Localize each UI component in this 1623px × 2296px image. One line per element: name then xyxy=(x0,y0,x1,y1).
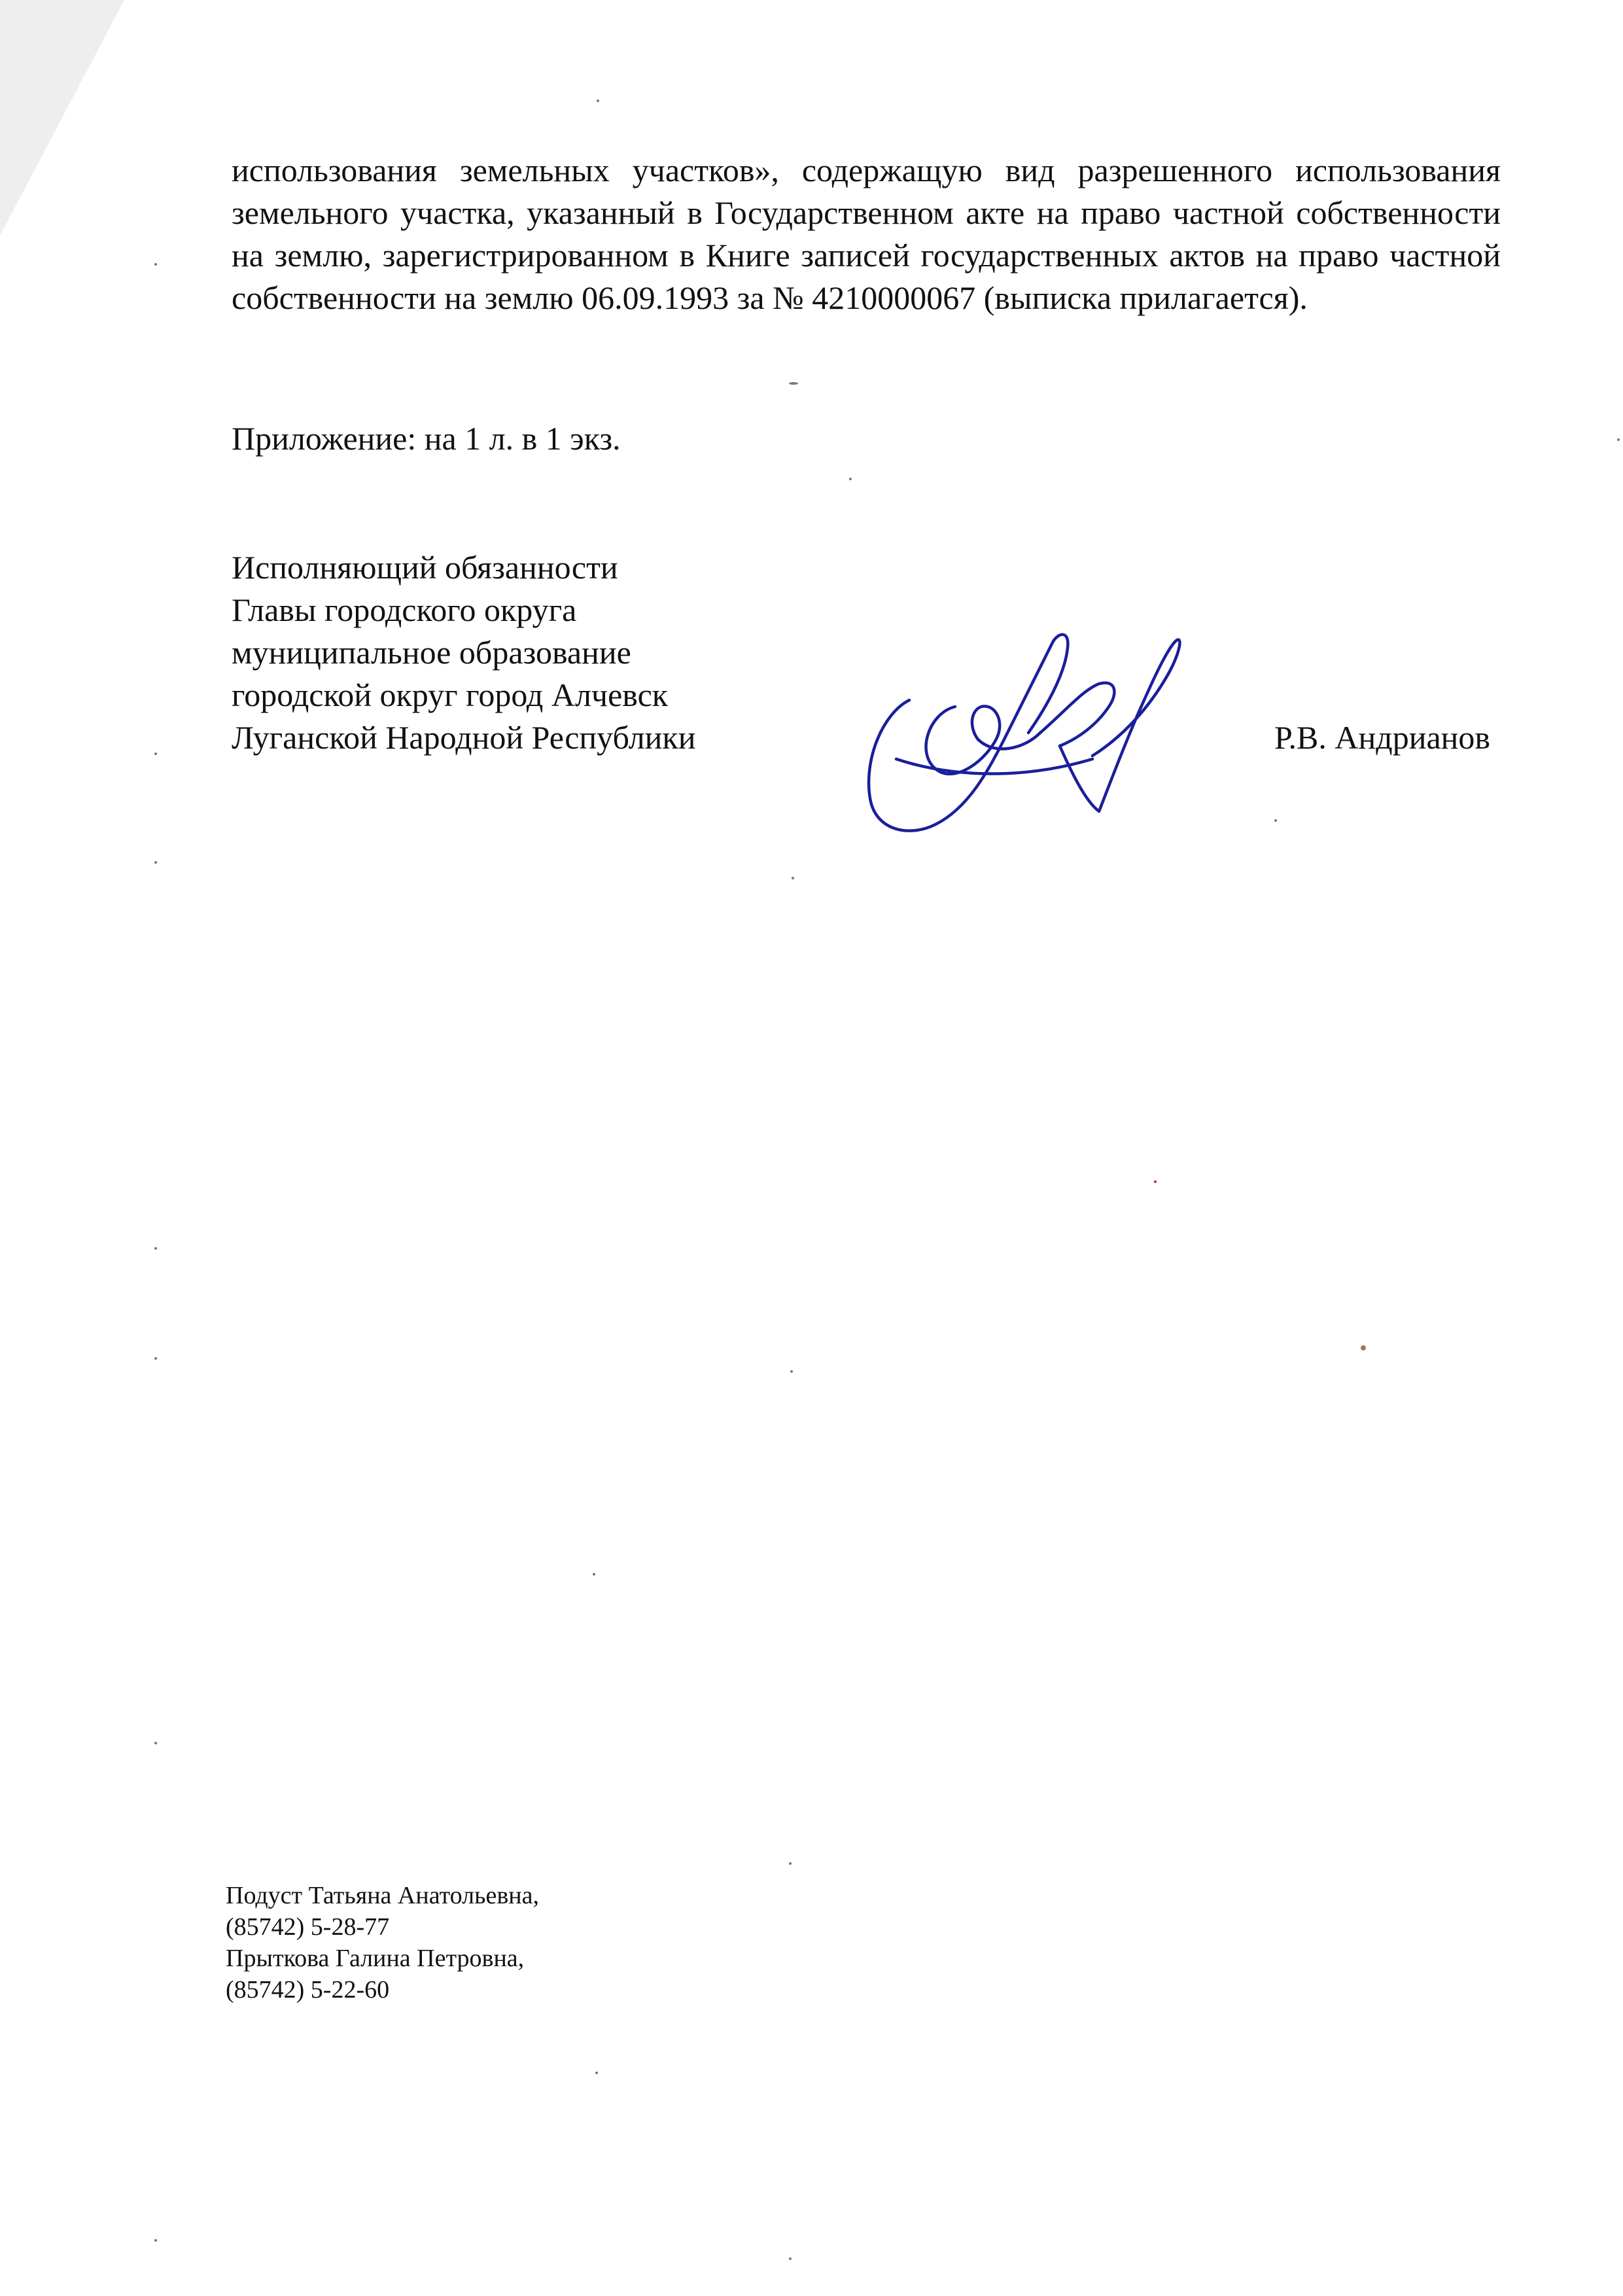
body-paragraph: использования земельных участков», содержащую вид разрешенного использования земельного участка, указанный в Государственном акте на право частной собственности на землю, зарегистрированном в Книге записей государственных актов на право частной собственности на землю 06.09.1993 за № 4210000067 (выписка прилагается). xyxy=(232,152,1501,316)
scan-speck xyxy=(789,1862,792,1865)
signature-stroke xyxy=(1060,640,1179,811)
contact-name: Прыткова Галина Петровна, xyxy=(226,1945,525,1972)
scan-speck xyxy=(154,1357,157,1360)
scan-corner-shadow xyxy=(0,0,124,236)
scan-speck xyxy=(154,1742,157,1744)
scan-speck xyxy=(849,478,852,480)
contacts-block xyxy=(226,1880,539,2005)
signature-stroke xyxy=(896,759,1092,774)
contact-phone: (85742) 5-28-77 xyxy=(226,1913,390,1941)
scan-speck xyxy=(593,1573,595,1576)
signatory-title-line: муниципальное образование xyxy=(232,634,631,671)
signatory-title-line: Главы городского округа xyxy=(232,592,577,628)
scan-speck xyxy=(1154,1180,1157,1183)
scan-speck xyxy=(154,263,157,266)
scan-speck xyxy=(789,382,798,385)
signatory-name: Р.В. Андрианов xyxy=(1274,719,1491,756)
signatory-title-line: городской округ город Алчевск xyxy=(232,677,669,713)
scan-speck xyxy=(154,861,157,864)
scan-speck xyxy=(1361,1345,1366,1351)
scan-speck xyxy=(789,2257,792,2260)
scan-speck xyxy=(597,99,599,102)
scan-speck xyxy=(595,2072,598,2074)
handwritten-signature xyxy=(857,628,1184,844)
signatory-title-block xyxy=(232,546,695,759)
scan-speck xyxy=(154,752,157,755)
signatory-title-line: Исполняющий обязанности xyxy=(232,549,618,586)
signature-stroke xyxy=(869,635,1068,831)
scan-speck xyxy=(792,877,794,879)
scan-speck xyxy=(790,1370,793,1373)
signature-stroke xyxy=(926,706,1040,773)
scan-speck xyxy=(1617,438,1620,441)
scan-speck xyxy=(154,2239,157,2242)
scan-speck xyxy=(154,1247,157,1250)
scan-speck xyxy=(1274,819,1277,822)
contact-name: Подуст Татьяна Анатольевна, xyxy=(226,1882,539,1909)
signatory-title-line: Луганской Народной Республики xyxy=(232,719,696,756)
signature-stroke xyxy=(1040,683,1114,746)
contact-phone: (85742) 5-22-60 xyxy=(226,1976,390,2004)
attachment-line: Приложение: на 1 л. в 1 экз. xyxy=(232,420,621,457)
